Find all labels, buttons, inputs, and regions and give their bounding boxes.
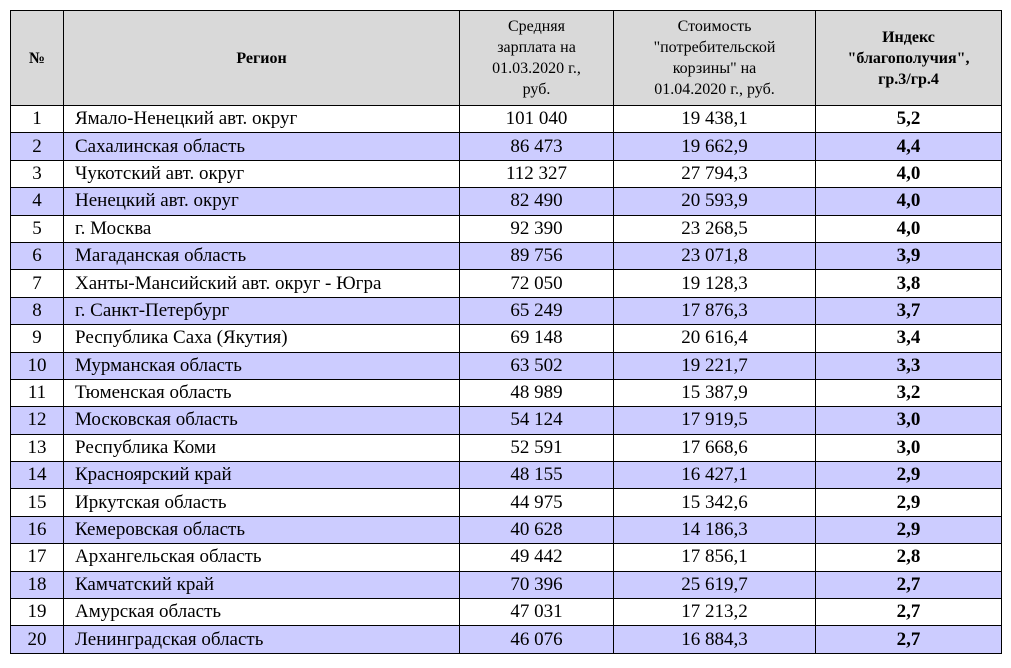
cell-cost: 23 268,5	[614, 215, 816, 242]
cell-index: 2,8	[816, 544, 1002, 571]
cell-index: 4,4	[816, 133, 1002, 160]
table-row	[11, 599, 1002, 626]
table-row	[11, 544, 1002, 571]
cell-cost: 17 919,5	[614, 407, 816, 434]
table-row	[11, 242, 1002, 269]
cell-index: 2,7	[816, 599, 1002, 626]
cell-index: 3,4	[816, 325, 1002, 352]
cell-salary: 70 396	[460, 571, 614, 598]
cell-num: 9	[11, 325, 64, 352]
cell-region: Ненецкий авт. округ	[64, 188, 460, 215]
cell-index: 3,3	[816, 352, 1002, 379]
cell-num: 20	[11, 626, 64, 653]
cell-salary: 48 155	[460, 462, 614, 489]
table-row	[11, 626, 1002, 653]
table-row	[11, 133, 1002, 160]
cell-cost: 14 186,3	[614, 516, 816, 543]
cell-salary: 65 249	[460, 297, 614, 324]
cell-region: Ямало-Ненецкий авт. округ	[64, 106, 460, 133]
cell-salary: 48 989	[460, 379, 614, 406]
cell-num: 1	[11, 106, 64, 133]
cell-index: 5,2	[816, 106, 1002, 133]
cell-region: Кемеровская область	[64, 516, 460, 543]
header-region: Регион	[64, 11, 460, 106]
cell-index: 2,9	[816, 516, 1002, 543]
cell-index: 4,0	[816, 160, 1002, 187]
cell-cost: 17 856,1	[614, 544, 816, 571]
table-row	[11, 571, 1002, 598]
cell-num: 13	[11, 434, 64, 461]
cell-region: Сахалинская область	[64, 133, 460, 160]
cell-salary: 63 502	[460, 352, 614, 379]
cell-cost: 15 387,9	[614, 379, 816, 406]
cell-region: Иркутская область	[64, 489, 460, 516]
table-row	[11, 462, 1002, 489]
cell-salary: 72 050	[460, 270, 614, 297]
cell-num: 3	[11, 160, 64, 187]
table-row	[11, 325, 1002, 352]
cell-region: Чукотский авт. округ	[64, 160, 460, 187]
cell-num: 16	[11, 516, 64, 543]
table-row	[11, 297, 1002, 324]
cell-num: 11	[11, 379, 64, 406]
cell-num: 6	[11, 242, 64, 269]
cell-cost: 16 427,1	[614, 462, 816, 489]
cell-region: Мурманская область	[64, 352, 460, 379]
cell-region: г. Санкт-Петербург	[64, 297, 460, 324]
header-index: Индекс "благополучия", гр.3/гр.4	[816, 11, 1002, 106]
table-row	[11, 160, 1002, 187]
cell-num: 17	[11, 544, 64, 571]
header-cost: Стоимость "потребительской корзины" на 01.04.2020 г., руб.	[614, 11, 816, 106]
header-salary: Средняя зарплата на 01.03.2020 г., руб.	[460, 11, 614, 106]
cell-salary: 40 628	[460, 516, 614, 543]
cell-region: Амурская область	[64, 599, 460, 626]
cell-salary: 49 442	[460, 544, 614, 571]
cell-region: Архангельская область	[64, 544, 460, 571]
cell-salary: 89 756	[460, 242, 614, 269]
cell-salary: 101 040	[460, 106, 614, 133]
cell-region: Московская область	[64, 407, 460, 434]
cell-num: 19	[11, 599, 64, 626]
cell-num: 12	[11, 407, 64, 434]
cell-salary: 112 327	[460, 160, 614, 187]
cell-num: 18	[11, 571, 64, 598]
cell-index: 4,0	[816, 215, 1002, 242]
cell-region: Республика Коми	[64, 434, 460, 461]
cell-cost: 19 221,7	[614, 352, 816, 379]
cell-num: 5	[11, 215, 64, 242]
cell-cost: 27 794,3	[614, 160, 816, 187]
table-body	[11, 106, 1002, 654]
cell-index: 3,2	[816, 379, 1002, 406]
cell-salary: 52 591	[460, 434, 614, 461]
cell-salary: 46 076	[460, 626, 614, 653]
cell-num: 14	[11, 462, 64, 489]
cell-index: 3,0	[816, 434, 1002, 461]
cell-index: 3,8	[816, 270, 1002, 297]
cell-region: Магаданская область	[64, 242, 460, 269]
header-num: №	[11, 11, 64, 106]
cell-index: 4,0	[816, 188, 1002, 215]
cell-cost: 19 438,1	[614, 106, 816, 133]
cell-num: 4	[11, 188, 64, 215]
cell-region: Красноярский край	[64, 462, 460, 489]
cell-num: 7	[11, 270, 64, 297]
table-row	[11, 270, 1002, 297]
cell-salary: 86 473	[460, 133, 614, 160]
cell-region: Ленинградская область	[64, 626, 460, 653]
cell-region: Ханты-Мансийский авт. округ - Югра	[64, 270, 460, 297]
cell-cost: 16 884,3	[614, 626, 816, 653]
cell-region: Республика Саха (Якутия)	[64, 325, 460, 352]
table-row	[11, 379, 1002, 406]
cell-index: 3,7	[816, 297, 1002, 324]
cell-cost: 15 342,6	[614, 489, 816, 516]
cell-num: 10	[11, 352, 64, 379]
cell-cost: 17 876,3	[614, 297, 816, 324]
cell-index: 3,9	[816, 242, 1002, 269]
cell-region: Камчатский край	[64, 571, 460, 598]
cell-cost: 19 128,3	[614, 270, 816, 297]
cell-index: 2,9	[816, 462, 1002, 489]
cell-salary: 44 975	[460, 489, 614, 516]
cell-num: 15	[11, 489, 64, 516]
table-row	[11, 407, 1002, 434]
cell-salary: 54 124	[460, 407, 614, 434]
table-row	[11, 352, 1002, 379]
cell-index: 2,9	[816, 489, 1002, 516]
cell-index: 3,0	[816, 407, 1002, 434]
cell-cost: 19 662,9	[614, 133, 816, 160]
table-row	[11, 188, 1002, 215]
cell-salary: 47 031	[460, 599, 614, 626]
cell-cost: 20 616,4	[614, 325, 816, 352]
cell-cost: 25 619,7	[614, 571, 816, 598]
table-row	[11, 215, 1002, 242]
cell-num: 2	[11, 133, 64, 160]
cell-num: 8	[11, 297, 64, 324]
table-row	[11, 434, 1002, 461]
cell-salary: 92 390	[460, 215, 614, 242]
header-row	[11, 11, 1002, 106]
cell-salary: 69 148	[460, 325, 614, 352]
cell-cost: 23 071,8	[614, 242, 816, 269]
wellbeing-index-table	[10, 10, 1002, 654]
cell-cost: 17 213,2	[614, 599, 816, 626]
cell-index: 2,7	[816, 626, 1002, 653]
cell-cost: 17 668,6	[614, 434, 816, 461]
table-row	[11, 106, 1002, 133]
cell-cost: 20 593,9	[614, 188, 816, 215]
cell-salary: 82 490	[460, 188, 614, 215]
cell-region: Тюменская область	[64, 379, 460, 406]
cell-region: г. Москва	[64, 215, 460, 242]
cell-index: 2,7	[816, 571, 1002, 598]
table-row	[11, 489, 1002, 516]
table-row	[11, 516, 1002, 543]
